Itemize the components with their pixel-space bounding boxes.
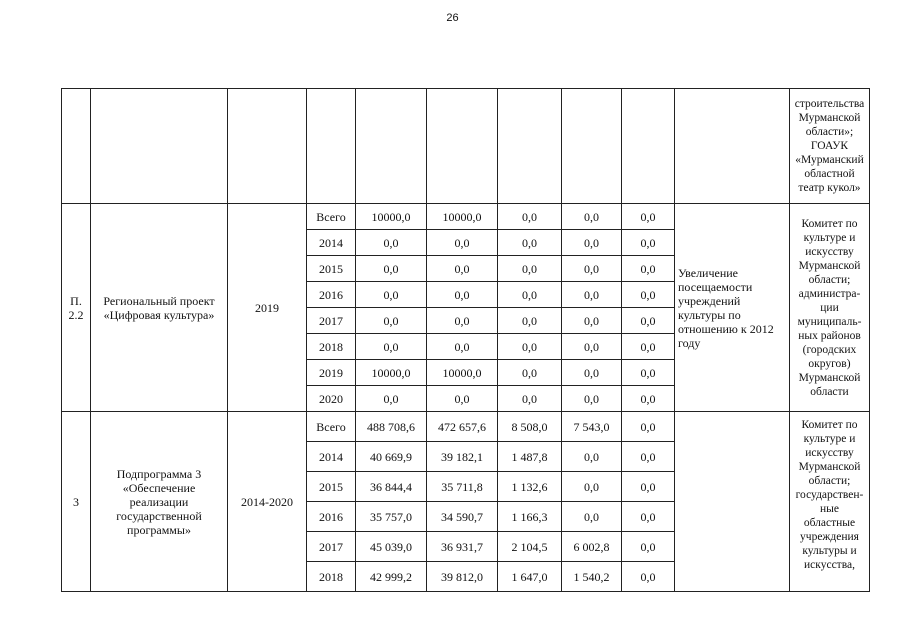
indicator-cell: Увеличение посещаемости учреждений культуры по отношению к 2012 году	[675, 204, 790, 412]
other-sources-cell: 0,0	[622, 256, 675, 282]
federal-budget-cell: 1 132,6	[498, 472, 562, 502]
other-sources-cell: 0,0	[622, 334, 675, 360]
local-budget-cell: 0,0	[562, 204, 622, 230]
other-sources-cell: 0,0	[622, 472, 675, 502]
federal-budget-cell: 0,0	[498, 282, 562, 308]
other-sources-cell: 0,0	[622, 282, 675, 308]
federal-budget-cell: 0,0	[498, 204, 562, 230]
responsible-cell: строительства Мурманской области»; ГОАУК «Мурманский областной театр кукол»	[790, 89, 870, 204]
total-cell: 0,0	[356, 334, 427, 360]
other-sources-cell: 0,0	[622, 412, 675, 442]
regional-budget-cell: 39 812,0	[427, 562, 498, 592]
year-cell: 2017	[307, 532, 356, 562]
total-cell: 10000,0	[356, 360, 427, 386]
local-budget-cell: 0,0	[562, 256, 622, 282]
continuation-row	[62, 89, 870, 204]
year-cell: 2017	[307, 308, 356, 334]
responsible-cell: Комитет по культуре и искусству Мурманской области; государствен-ные областные учреждения культуры и искусства,	[790, 412, 870, 592]
page-number: 26	[446, 12, 459, 24]
regional-budget-cell: 0,0	[427, 386, 498, 412]
federal-budget-cell: 0,0	[498, 334, 562, 360]
federal-budget-cell: 8 508,0	[498, 412, 562, 442]
local-budget-cell: 0,0	[562, 502, 622, 532]
section-name: Подпрограмма 3 «Обеспечение реализации государственной программы»	[91, 412, 228, 592]
local-budget-cell: 0,0	[562, 360, 622, 386]
year-cell: 2016	[307, 282, 356, 308]
other-sources-cell: 0,0	[622, 230, 675, 256]
other-sources-cell: 0,0	[622, 308, 675, 334]
other-sources-cell: 0,0	[622, 562, 675, 592]
total-cell: 40 669,9	[356, 442, 427, 472]
local-budget-cell: 0,0	[562, 334, 622, 360]
total-cell: 10000,0	[356, 204, 427, 230]
local-budget-cell: 0,0	[562, 442, 622, 472]
other-sources-cell: 0,0	[622, 442, 675, 472]
total-cell: 0,0	[356, 308, 427, 334]
other-sources-cell: 0,0	[622, 532, 675, 562]
local-budget-cell: 0,0	[562, 386, 622, 412]
year-cell: 2015	[307, 256, 356, 282]
local-budget-cell: 0,0	[562, 308, 622, 334]
total-cell: 45 039,0	[356, 532, 427, 562]
table-row	[62, 204, 870, 230]
year-cell: 2018	[307, 562, 356, 592]
section-period: 2014-2020	[228, 412, 307, 592]
total-cell: 36 844,4	[356, 472, 427, 502]
regional-budget-cell: 0,0	[427, 282, 498, 308]
federal-budget-cell: 1 647,0	[498, 562, 562, 592]
local-budget-cell: 0,0	[562, 230, 622, 256]
responsible-cell: Комитет по культуре и искусству Мурманской области; администра-ции муниципаль-ных районов (городских округов) Мурманской области	[790, 204, 870, 412]
federal-budget-cell: 0,0	[498, 308, 562, 334]
regional-budget-cell: 0,0	[427, 230, 498, 256]
federal-budget-cell: 0,0	[498, 386, 562, 412]
year-cell: 2018	[307, 334, 356, 360]
other-sources-cell: 0,0	[622, 204, 675, 230]
regional-budget-cell: 39 182,1	[427, 442, 498, 472]
year-cell: 2015	[307, 472, 356, 502]
federal-budget-cell: 1 487,8	[498, 442, 562, 472]
regional-budget-cell: 35 711,8	[427, 472, 498, 502]
section-period: 2019	[228, 204, 307, 412]
local-budget-cell: 1 540,2	[562, 562, 622, 592]
regional-budget-cell: 10000,0	[427, 204, 498, 230]
total-cell: 35 757,0	[356, 502, 427, 532]
regional-budget-cell: 0,0	[427, 334, 498, 360]
federal-budget-cell: 0,0	[498, 360, 562, 386]
year-cell: 2020	[307, 386, 356, 412]
local-budget-cell: 6 002,8	[562, 532, 622, 562]
total-cell: 0,0	[356, 386, 427, 412]
total-cell: 0,0	[356, 282, 427, 308]
indicator-cell	[675, 412, 790, 592]
section-name: Региональный проект «Цифровая культура»	[91, 204, 228, 412]
local-budget-cell: 0,0	[562, 472, 622, 502]
section-code: 3	[62, 412, 91, 592]
other-sources-cell: 0,0	[622, 502, 675, 532]
other-sources-cell: 0,0	[622, 386, 675, 412]
total-cell: 0,0	[356, 256, 427, 282]
federal-budget-cell: 0,0	[498, 230, 562, 256]
total-cell: 42 999,2	[356, 562, 427, 592]
regional-budget-cell: 34 590,7	[427, 502, 498, 532]
other-sources-cell: 0,0	[622, 360, 675, 386]
federal-budget-cell: 2 104,5	[498, 532, 562, 562]
year-cell: 2019	[307, 360, 356, 386]
regional-budget-cell: 10000,0	[427, 360, 498, 386]
budget-table	[61, 88, 870, 592]
local-budget-cell: 7 543,0	[562, 412, 622, 442]
year-cell: Всего	[307, 204, 356, 230]
regional-budget-cell: 0,0	[427, 308, 498, 334]
year-cell: Всего	[307, 412, 356, 442]
year-cell: 2014	[307, 442, 356, 472]
year-cell: 2016	[307, 502, 356, 532]
total-cell: 0,0	[356, 230, 427, 256]
total-cell: 488 708,6	[356, 412, 427, 442]
federal-budget-cell: 1 166,3	[498, 502, 562, 532]
local-budget-cell: 0,0	[562, 282, 622, 308]
year-cell: 2014	[307, 230, 356, 256]
regional-budget-cell: 0,0	[427, 256, 498, 282]
regional-budget-cell: 472 657,6	[427, 412, 498, 442]
section-code: П. 2.2	[62, 204, 91, 412]
regional-budget-cell: 36 931,7	[427, 532, 498, 562]
table-row	[62, 412, 870, 442]
federal-budget-cell: 0,0	[498, 256, 562, 282]
